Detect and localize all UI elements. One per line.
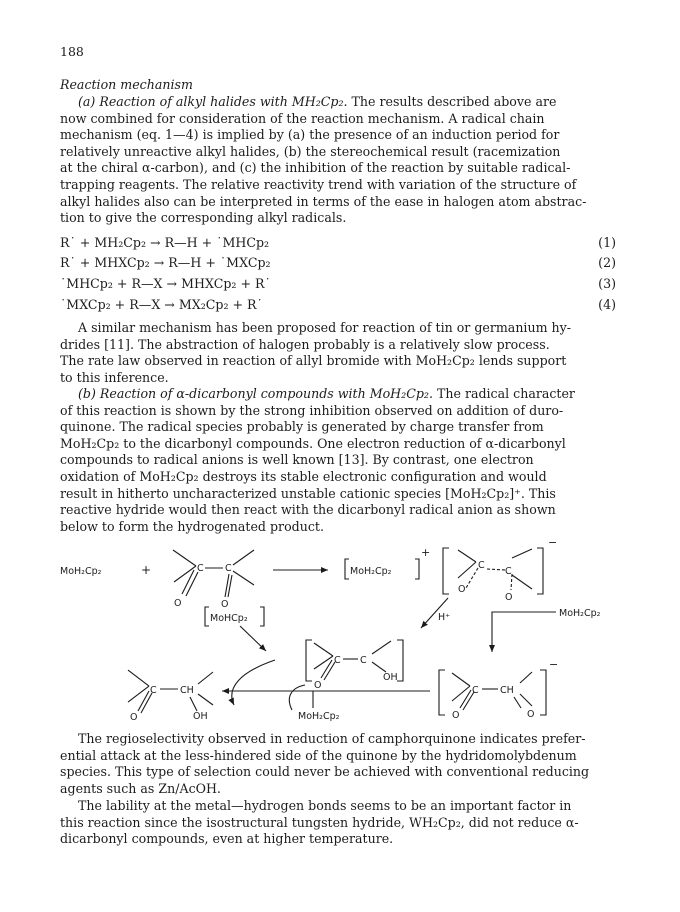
para-c-line-1: of this reaction is shown by the strong inhibition observed on addition of duro- bbox=[60, 402, 564, 418]
scheme-c-3: C bbox=[478, 560, 485, 571]
hydroxyketone-product bbox=[128, 670, 213, 713]
dicarbonyl-structure bbox=[173, 550, 254, 597]
para-a-heading: (a) Reaction of alkyl halides with MH₂Cp₂. bbox=[78, 94, 348, 109]
scheme-anion-charge: − bbox=[549, 658, 559, 671]
para-b-line-3: to this inference. bbox=[60, 369, 169, 385]
scheme-o-5: O bbox=[314, 680, 322, 691]
scheme-o-1: O bbox=[174, 598, 182, 609]
equation-4-number: (4) bbox=[598, 297, 616, 312]
equation-1-number: (1) bbox=[598, 235, 616, 250]
equation-2-text: R˙ + MHXCp₂ → R—H + ˙MXCp₂ bbox=[60, 255, 271, 270]
scheme-oh-1: OH bbox=[383, 672, 398, 683]
equation-2-number: (2) bbox=[598, 255, 616, 270]
paragraph-lability bbox=[60, 798, 626, 848]
para-a-line-1: now combined for consideration of the reaction mechanism. A radical chain bbox=[60, 110, 545, 126]
paragraph-regioselectivity bbox=[60, 731, 626, 797]
para-a-line-6: alkyl halides also can be interpreted in terms of the ease in halogen atom abstrac- bbox=[60, 193, 587, 209]
para-e-line-2: dicarbonyl compounds, even at higher temperature. bbox=[60, 831, 394, 847]
scheme-c-6: C bbox=[360, 655, 367, 666]
scheme-oh-2: OH bbox=[193, 711, 208, 722]
scheme-ch-2: CH bbox=[500, 685, 514, 696]
para-b-line-0: A similar mechanism has been proposed for reaction of tin or germanium hy- bbox=[78, 320, 571, 335]
para-a-line-0: The results described above are bbox=[347, 94, 557, 109]
section-title-text: Reaction mechanism bbox=[60, 77, 193, 92]
scheme-o-7: O bbox=[452, 710, 460, 721]
scheme-c-7: C bbox=[150, 685, 157, 696]
scheme-c-8: C bbox=[472, 685, 479, 696]
para-d-line-1: ential attack at the less-hindered side of the quinone by the hydridomolybdenum bbox=[60, 747, 577, 763]
arrow-hydride-attack bbox=[240, 626, 266, 651]
scheme-o-6: O bbox=[130, 712, 138, 723]
scheme-cation: MoH₂Cp₂ bbox=[350, 566, 392, 577]
scheme-bottom-reagent: MoH₂Cp₂ bbox=[298, 711, 340, 722]
scheme-o-8: O bbox=[527, 709, 535, 720]
para-b-line-1: drides [11]. The abstraction of halogen probably is a relatively slow process. bbox=[60, 336, 550, 352]
arrow-release-curve bbox=[289, 685, 305, 710]
scheme-radical-anion-charge: − bbox=[548, 536, 558, 549]
equation-1-text: R˙ + MH₂Cp₂ → R—H + ˙MHCp₂ bbox=[60, 235, 270, 250]
para-a-line-2: mechanism (eq. 1—4) is implied by (a) the presence of an induction period for bbox=[60, 127, 560, 143]
para-c-line-2: quinone. The radical species probably is generated by charge transfer from bbox=[60, 419, 544, 435]
para-a-line-4: at the chiral α-carbon), and (c) the inhibition of the reaction by suitable radical- bbox=[60, 160, 571, 176]
para-b-line-2: The rate law observed in reaction of allyl bromide with MoH₂Cp₂ lends support bbox=[60, 353, 567, 369]
scheme-reagent: MoH₂Cp₂ bbox=[60, 566, 102, 577]
para-d-line-3: agents such as Zn/AcOH. bbox=[60, 780, 221, 796]
arrow-side-reagent bbox=[492, 612, 556, 652]
para-e-line-1: this reaction since the isostructural tungsten hydride, WH₂Cp₂, did not reduce α- bbox=[60, 814, 579, 830]
para-c-line-0: The radical character bbox=[432, 386, 575, 401]
para-d-line-0: The regioselectivity observed in reduction of camphorquinone indicates prefer- bbox=[78, 731, 586, 746]
para-c-line-7: reactive hydride would then react with the dicarbonyl radical anion as shown bbox=[60, 502, 556, 518]
scheme-ch-1: CH bbox=[180, 685, 194, 696]
scheme-c-5: C bbox=[334, 655, 341, 666]
para-a-line-7: tion to give the corresponding alkyl radicals. bbox=[60, 210, 347, 226]
para-c-heading: (b) Reaction of α-dicarbonyl compounds with MoH₂Cp₂. bbox=[78, 386, 433, 401]
equation-3-text: ˙MHCp₂ + R—X → MHXCp₂ + R˙ bbox=[60, 276, 271, 291]
arrow-hydrogen-transfer bbox=[232, 660, 275, 705]
para-e-line-0: The lability at the metal—hydrogen bonds seems to be an important factor in bbox=[78, 798, 572, 813]
scheme-o-4: O bbox=[505, 592, 513, 603]
scheme-c-4: C bbox=[505, 566, 512, 577]
scheme-cation-charge: + bbox=[421, 546, 431, 559]
para-c-line-5: oxidation of MoH₂Cp₂ destroys its stable electronic configuration and would bbox=[60, 468, 547, 484]
scheme-plus: + bbox=[141, 563, 152, 577]
scheme-c-1: C bbox=[197, 563, 204, 574]
para-c-line-6: result in hitherto uncharacterized unstable cationic species [MoH₂Cp₂]⁺. This bbox=[60, 485, 556, 501]
equation-4-text: ˙MXCp₂ + R—X → MX₂Cp₂ + R˙ bbox=[60, 297, 263, 312]
scheme-o-2: O bbox=[221, 599, 229, 610]
para-a-line-5: trapping reagents. The relative reactivity trend with variation of the structure of bbox=[60, 176, 577, 192]
scheme-side-reagent: MoH₂Cp₂ bbox=[559, 608, 601, 619]
para-c-line-8: below to form the hydrogenated product. bbox=[60, 518, 324, 534]
para-a-line-3: relatively unreactive alkyl halides, (b) the stereochemical result (racemization bbox=[60, 143, 561, 159]
scheme-proton: H⁺ bbox=[438, 612, 451, 623]
equation-3-number: (3) bbox=[598, 276, 616, 291]
para-c-line-4: compounds to radical anions is well known [13]. By contrast, one electron bbox=[60, 452, 534, 468]
scheme-monohydride: MoHCp₂ bbox=[210, 613, 248, 624]
para-c-line-3: MoH₂Cp₂ to the dicarbonyl compounds. One electron reduction of α-dicarbonyl bbox=[60, 435, 566, 451]
scheme-c-2: C bbox=[225, 563, 232, 574]
para-d-line-2: species. This type of selection could never be achieved with conventional reducing bbox=[60, 764, 590, 780]
page-number: 188 bbox=[60, 44, 84, 59]
scheme-o-3: O bbox=[458, 584, 466, 595]
